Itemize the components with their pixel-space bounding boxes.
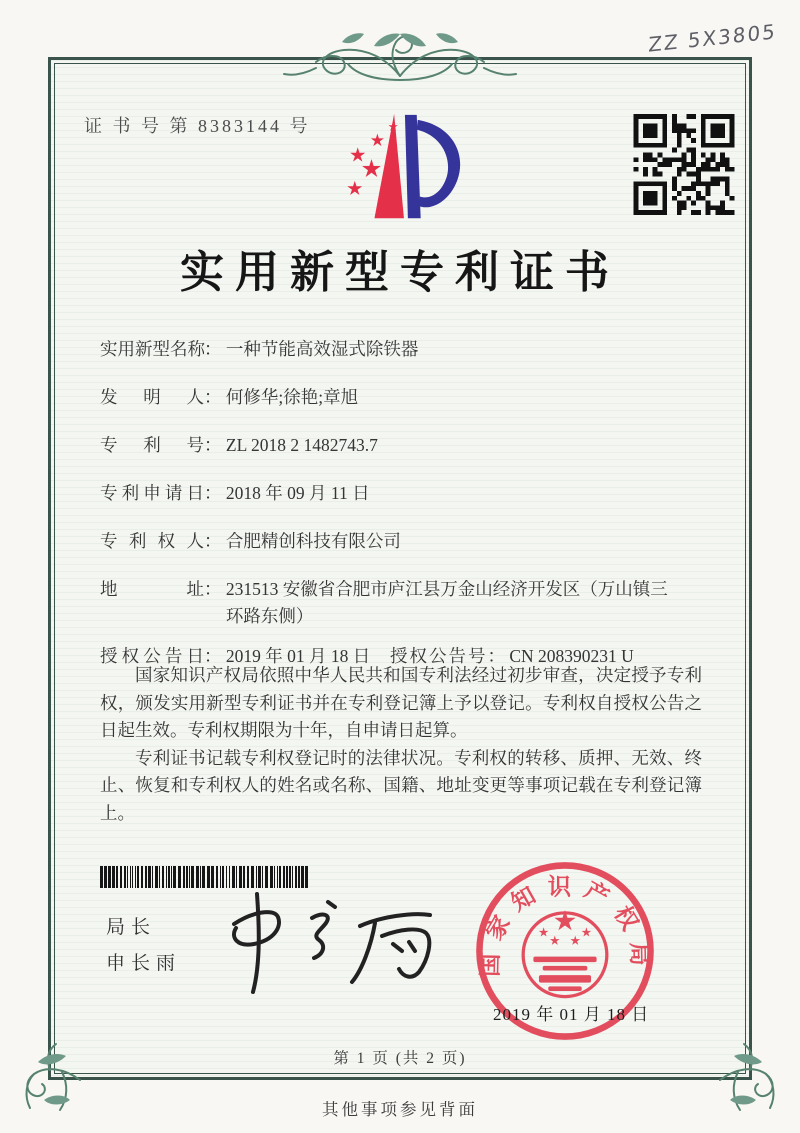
field-label: 发明人: [100, 387, 204, 407]
signer-title: 局长: [106, 917, 157, 938]
field-application-date: 专利申请日： 2018 年 09 月 11 日: [100, 480, 708, 507]
logo-p-shape: [405, 115, 460, 218]
field-value: ZL 2018 2 1482743.7: [225, 435, 378, 455]
handwritten-annotation: ZZ 5X3805: [647, 19, 778, 57]
legal-text: [100, 662, 702, 828]
director-signature: [212, 882, 452, 1000]
seal-text: 国家知识产权局: [477, 874, 653, 978]
certificate-fields: [100, 336, 708, 691]
field-label: 专利申请日: [100, 483, 204, 503]
legal-paragraph-2: 专利证书记载专利权登记时的法律状况。专利权的转移、质押、无效、终止、恢复和专利权人的姓名或名称、国籍、地址变更等事项记载在专利登记簿上。: [100, 747, 702, 823]
field-patentee: 专利权人： 合肥精创科技有限公司: [100, 528, 708, 555]
grant-number-label: 授权公告号: [390, 646, 488, 666]
legal-paragraph-1: 国家知识产权局依照中华人民共和国专利法经过初步审查，决定授予专利权，颁发实用新型专利证书并在专利登记簿上予以登记。专利权自授权公告之日起生效。专利权期限为十年，自申请日起算。: [100, 665, 702, 741]
field-address: 地址： 231513 安徽省合肥市庐江县万金山经济开发区（万山镇三环路东侧）: [100, 576, 708, 630]
field-value: 2018 年 09 月 11 日: [225, 483, 370, 503]
field-inventors: 发明人： 何修华;徐艳;章旭: [100, 384, 708, 411]
field-utility-model-name: 实用新型名称： 一种节能高效湿式除铁器: [100, 336, 708, 363]
field-label: 实用新型名称: [100, 339, 205, 359]
field-patent-number: 专利号： ZL 2018 2 1482743.7: [100, 432, 708, 459]
certificate-number-prefix: 证 书 号 第: [84, 116, 191, 136]
floral-ornament-top: [282, 18, 518, 90]
field-value: 何修华;徐艳;章旭: [225, 387, 359, 407]
field-label: 地址: [100, 579, 204, 599]
page-number: 第 1 页 (共 2 页): [333, 1050, 467, 1067]
seal-date: 2019 年 01 月 18 日: [493, 1005, 650, 1024]
cnipa-logo: [337, 110, 465, 230]
seal-national-emblem: [523, 910, 607, 996]
grant-date-value: 2019 年 01 月 18 日: [225, 646, 371, 666]
certificate-number: [84, 112, 311, 138]
field-label: 专利号: [100, 435, 204, 455]
certificate-number-value: 8383144: [198, 116, 282, 136]
field-grant-number: 授权公告号： CN 208390231 U: [390, 646, 634, 666]
back-side-note: 其他事项参见背面: [322, 1100, 478, 1119]
certificate-number-suffix: 号: [289, 116, 311, 136]
grant-number-value: CN 208390231 U: [509, 646, 634, 666]
grant-date-label: 授权公告日: [100, 646, 204, 666]
signer-name: 申长雨: [106, 953, 182, 974]
field-value: 一种节能高效湿式除铁器: [225, 339, 419, 359]
field-grant-row: 授权公告日： 2019 年 01 月 18 日 授权公告号： CN 208390231 U: [100, 643, 708, 670]
field-value: 231513 安徽省合肥市庐江县万金山经济开发区（万山镇三环路东侧）: [225, 579, 668, 626]
field-value: 合肥精创科技有限公司: [225, 531, 401, 551]
qr-code: [630, 114, 738, 215]
field-label: 专利权人: [100, 531, 204, 551]
certificate-title: 实用新型专利证书: [180, 248, 620, 297]
